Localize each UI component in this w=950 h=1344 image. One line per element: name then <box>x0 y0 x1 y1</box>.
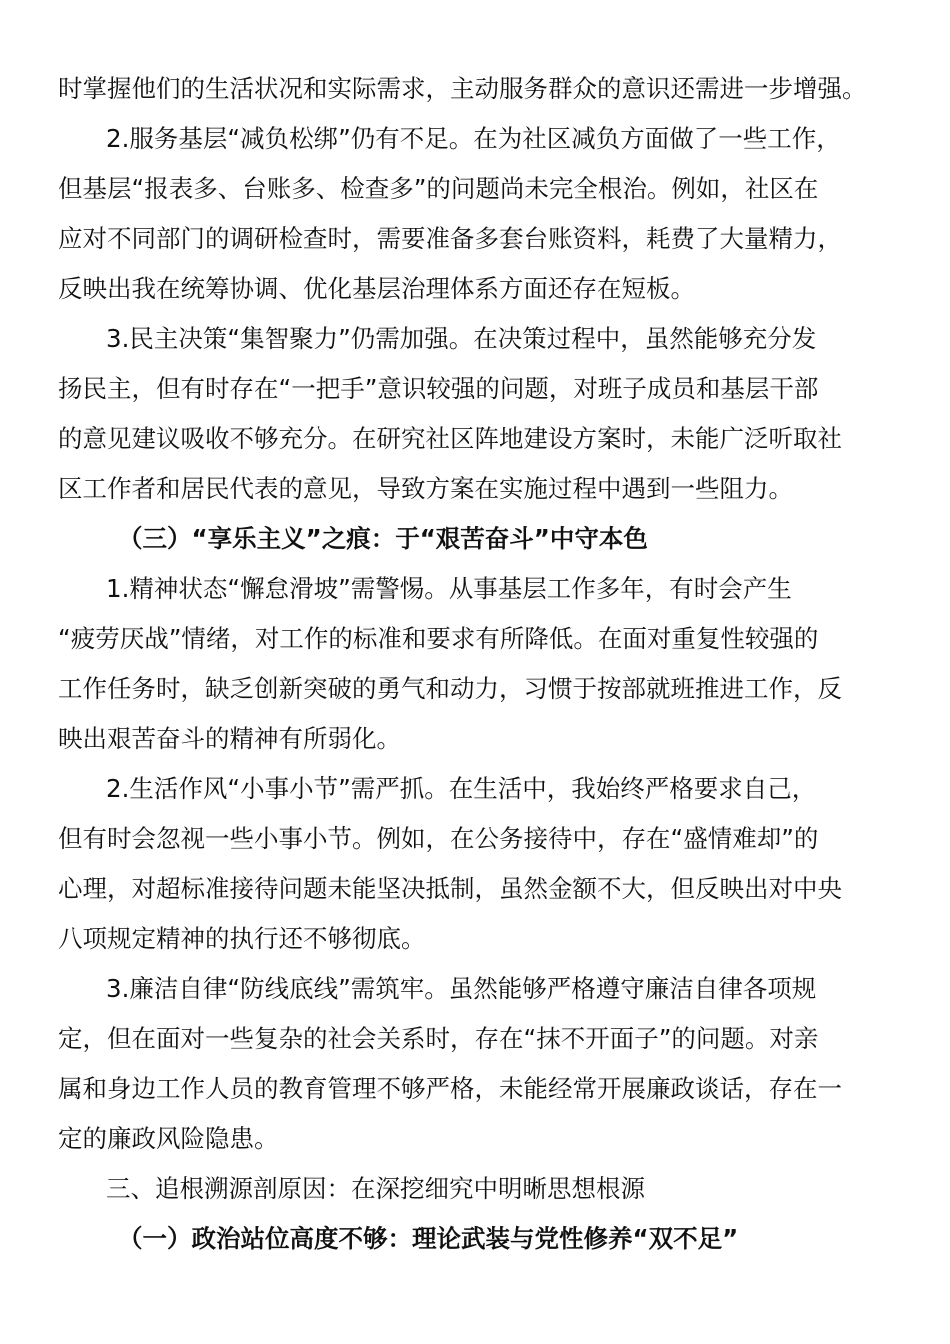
paragraph-line: 区工作者和居民代表的意见，导致方案在实施过程中遇到一些阻力。 <box>58 474 793 503</box>
paragraph-line: 反映出我在统筹协调、优化基层治理体系方面还存在短板。 <box>58 274 695 303</box>
paragraph-line: 应对不同部门的调研检查时，需要准备多套台账资料，耗费了大量精力， <box>58 224 842 253</box>
paragraph-line: 八项规定精神的执行还不够彻底。 <box>58 924 426 953</box>
paragraph-line: 3.廉洁自律“防线底线”需筑牢。虽然能够严格遵守廉洁自律各项规 <box>106 974 817 1003</box>
paragraph-line: 映出艰苦奋斗的精神有所弱化。 <box>58 724 401 753</box>
paragraph-line: 工作任务时，缺乏创新突破的勇气和动力，习惯于按部就班推进工作，反 <box>58 674 842 703</box>
section-heading: （一）政治站位高度不够：理论武装与党性修养“双不足” <box>118 1224 739 1253</box>
paragraph-line: “疲劳厌战”情绪，对工作的标准和要求有所降低。在面对重复性较强的 <box>58 624 819 653</box>
paragraph-line: 时掌握他们的生活状况和实际需求，主动服务群众的意识还需进一步增强。 <box>58 74 867 103</box>
paragraph-line: 属和身边工作人员的教育管理不够严格，未能经常开展廉政谈话，存在一 <box>58 1074 842 1103</box>
paragraph-line: 心理，对超标准接待问题未能坚决抵制，虽然金额不大，但反映出对中央 <box>58 874 842 903</box>
chapter-heading: 三、追根溯源剖原因：在深挖细究中明晰思想根源 <box>106 1174 645 1203</box>
section-heading: （三）“享乐主义”之痕：于“艰苦奋斗”中守本色 <box>118 524 648 553</box>
paragraph-line: 扬民主，但有时存在“一把手”意识较强的问题，对班子成员和基层干部 <box>58 374 819 403</box>
paragraph-line: 1.精神状态“懈怠滑坡”需警惕。从事基层工作多年，有时会产生 <box>106 574 792 603</box>
paragraph-line: 定的廉政风险隐患。 <box>58 1124 279 1153</box>
paragraph-line: 定，但在面对一些复杂的社会关系时，存在“抹不开面子”的问题。对亲 <box>58 1024 819 1053</box>
paragraph-line: 2.生活作风“小事小节”需严抓。在生活中，我始终严格要求自己， <box>106 774 817 803</box>
paragraph-line: 但基层“报表多、台账多、检查多”的问题尚未完全根治。例如，社区在 <box>58 174 819 203</box>
paragraph-line: 3.民主决策“集智聚力”仍需加强。在决策过程中，虽然能够充分发 <box>106 324 817 353</box>
paragraph-line: 但有时会忽视一些小事小节。例如，在公务接待中，存在“盛情难却”的 <box>58 824 819 853</box>
paragraph-line: 的意见建议吸收不够充分。在研究社区阵地建设方案时，未能广泛听取社 <box>58 424 842 453</box>
paragraph-line: 2.服务基层“减负松绑”仍有不足。在为社区减负方面做了一些工作， <box>106 124 841 153</box>
